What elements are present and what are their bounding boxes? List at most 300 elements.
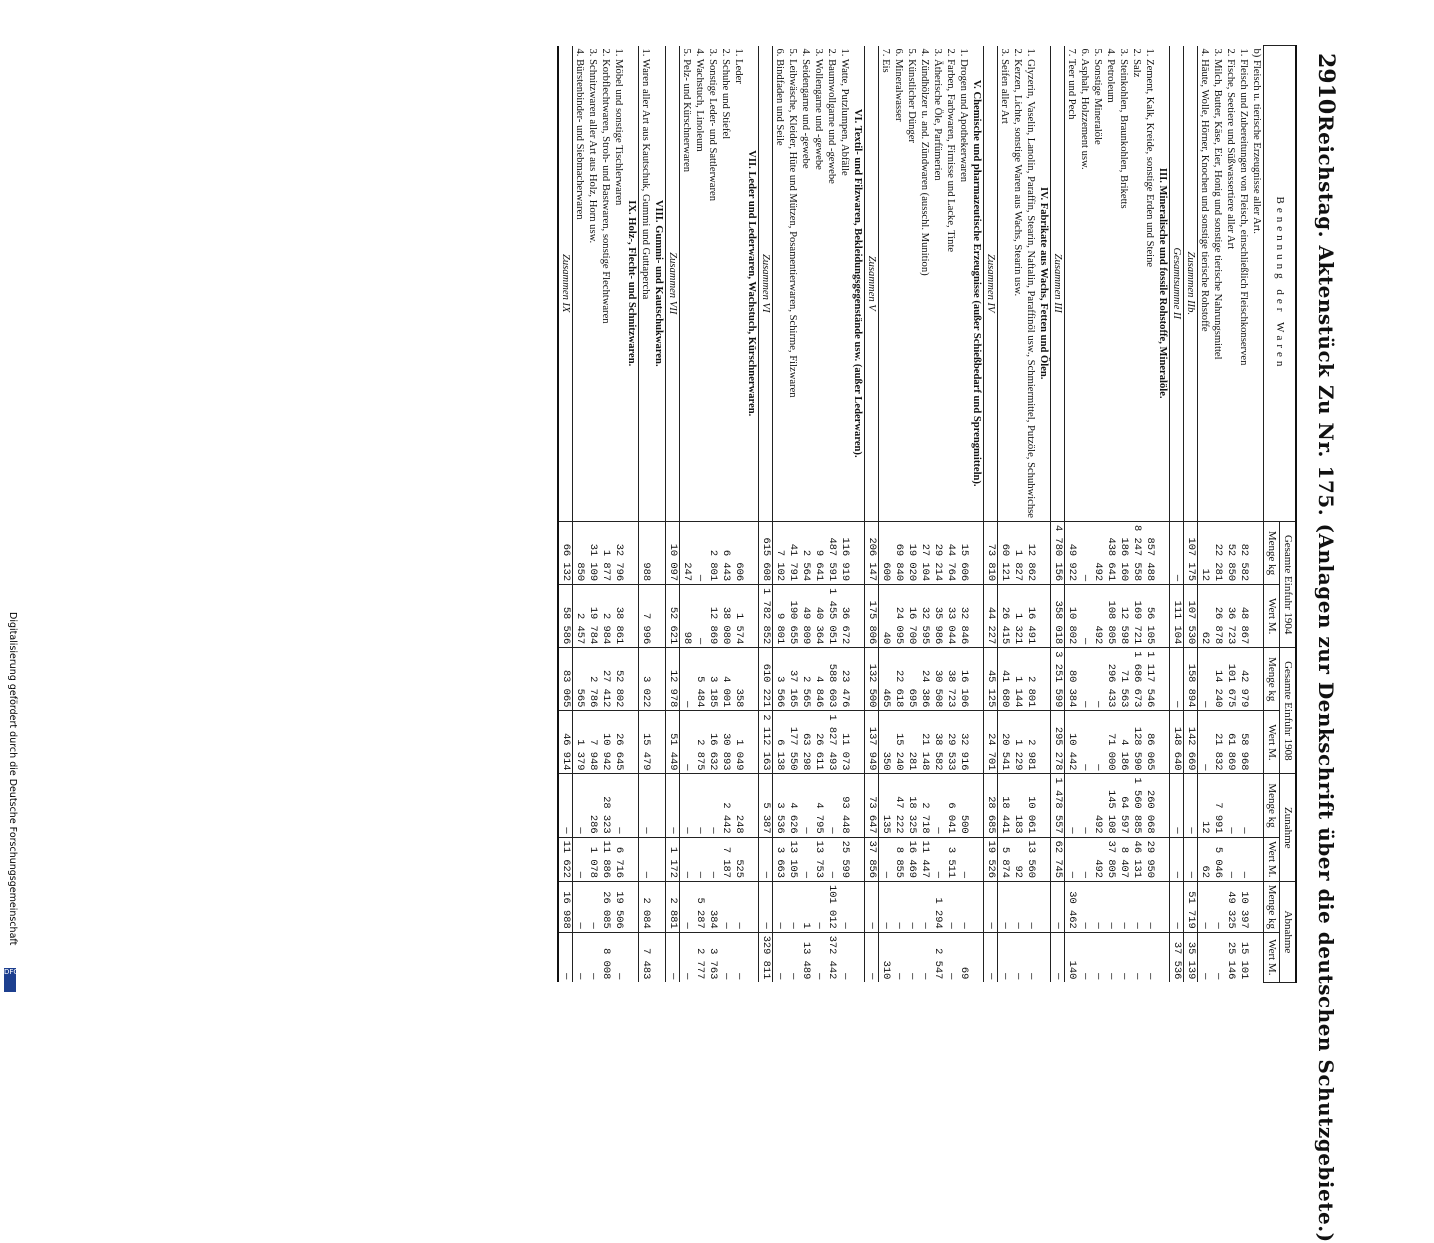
value-cell: — — [639, 837, 653, 881]
column-group-1908: Gesamte Einfuhr 1908 — [1280, 648, 1297, 774]
value-cell: 60 121 — [998, 521, 1012, 584]
value-cell: 9 641 — [812, 521, 825, 584]
goods-cell — [944, 46, 957, 522]
item-index: 6. — [1079, 48, 1090, 57]
value-cell — [1156, 774, 1170, 837]
value-cell — [1037, 648, 1051, 711]
value-cell: — — [586, 932, 599, 982]
value-cell: 145 108 — [1104, 774, 1117, 837]
goods-name: Zusammen VI — [760, 253, 771, 313]
value-cell: 2 442 — [719, 774, 732, 837]
value-cell: 69 — [957, 932, 970, 982]
page-heading: Reichstag. Aktenstück Zu Nr. 175. (Anlagen zur Denkschrift über die deutschen Schutzgebiete.) — [1314, 115, 1338, 1243]
value-cell: — — [998, 932, 1012, 982]
value-cell — [970, 774, 984, 837]
goods-name: Zusammen IV — [985, 253, 996, 313]
value-cell: 2 565 — [799, 648, 812, 711]
table-row — [1211, 46, 1224, 983]
value-cell: 1 574 — [732, 585, 745, 648]
goods-name: Künstlicher Dünger — [906, 59, 917, 143]
value-cell: 58 586 — [558, 585, 573, 648]
value-cell: 9 801 — [773, 585, 787, 648]
item-index: 7. — [880, 48, 891, 57]
table-row — [931, 46, 944, 983]
value-cell — [652, 932, 666, 982]
goods-cell — [652, 46, 666, 522]
goods-name: Pelz- und Kürschnerwaren — [681, 59, 692, 173]
column-header-unit: Wert M. — [1264, 585, 1280, 648]
value-cell: 31 109 — [586, 521, 599, 584]
value-cell: 92 — [1011, 837, 1024, 881]
value-cell: 46 914 — [558, 711, 573, 774]
value-cell: 107 530 — [1184, 585, 1198, 648]
item-index: 3. — [1118, 48, 1129, 57]
goods-cell — [666, 46, 680, 522]
goods-name: Glyzerin, Vaselin, Lanolin, Paraffin, Stearin, Naftalin, Paraffinöl usw., Schmiermittel, Putzöle, Schuhwichse — [1025, 59, 1036, 518]
value-cell: — — [1211, 882, 1224, 933]
value-cell: 5 387 — [759, 774, 773, 837]
value-cell: 12 — [1198, 774, 1212, 837]
value-cell: 7 948 — [586, 711, 599, 774]
import-statistics-table — [557, 45, 1297, 983]
goods-cell — [931, 46, 944, 522]
value-cell: — — [706, 837, 719, 881]
value-cell: 247 — [680, 521, 694, 584]
value-cell: 438 641 — [1104, 521, 1117, 584]
goods-cell — [905, 46, 918, 522]
value-cell — [1156, 711, 1170, 774]
value-cell: 492 — [1091, 774, 1104, 837]
value-cell: 137 949 — [865, 711, 879, 774]
goods-name: Teer und Pech — [1066, 58, 1077, 120]
value-cell: — — [905, 882, 918, 933]
value-cell: 206 147 — [865, 521, 879, 584]
value-cell — [1037, 521, 1051, 584]
item-index: 5. — [1092, 48, 1103, 57]
value-cell: 850 — [573, 521, 587, 584]
value-cell — [1037, 882, 1051, 933]
value-cell: 35 986 — [931, 585, 944, 648]
value-cell — [1156, 882, 1170, 933]
goods-name: VIII. Gummi- und Kautschukwaren. — [653, 199, 664, 367]
value-cell: 12 869 — [706, 585, 719, 648]
goods-cell — [639, 46, 653, 522]
value-cell: 492 — [1091, 837, 1104, 881]
value-cell: — — [639, 774, 653, 837]
table-row — [599, 46, 612, 983]
value-cell — [1156, 521, 1170, 584]
value-cell: 128 590 — [1130, 711, 1143, 774]
value-cell: 12 598 — [1117, 585, 1130, 648]
goods-name: Schuhe und Stiefel — [720, 59, 731, 140]
value-cell: 38 861 — [612, 585, 625, 648]
value-cell: 7 102 — [773, 521, 787, 584]
value-cell — [625, 774, 639, 837]
value-cell: — — [1198, 711, 1212, 774]
table-row — [1130, 46, 1143, 983]
value-cell: 27 412 — [599, 648, 612, 711]
table-row — [786, 46, 799, 983]
item-index: 2. — [826, 48, 837, 57]
value-cell: 3 566 — [773, 648, 787, 711]
value-cell: 11 886 — [599, 837, 612, 881]
value-cell: — — [1078, 711, 1091, 774]
table-row — [1091, 46, 1104, 983]
value-cell: 8 247 558 — [1130, 521, 1143, 584]
goods-name: Zement, Kalk, Kreide, sonstige Erden und Steine — [1144, 59, 1155, 268]
table-row — [732, 46, 745, 983]
value-cell: 49 325 — [1224, 882, 1237, 933]
table-row — [879, 46, 893, 983]
value-cell: 1 294 — [931, 882, 944, 933]
item-index: b) — [1251, 48, 1262, 58]
goods-cell — [1211, 46, 1224, 522]
item-index: 1. — [1238, 48, 1249, 57]
value-cell: — — [1117, 882, 1130, 933]
value-cell: 20 541 — [998, 711, 1012, 774]
item-index: 4. — [694, 48, 705, 57]
item-index: 4. — [1199, 48, 1210, 57]
item-index: 2. — [1131, 48, 1142, 57]
value-cell: 988 — [639, 521, 653, 584]
value-cell: — — [1078, 774, 1091, 837]
value-cell: 13 753 — [812, 837, 825, 881]
value-cell: 2 786 — [586, 648, 599, 711]
goods-name: Bürstenbinder- und Siebmacherwaren — [574, 59, 585, 220]
item-index: 3. — [587, 48, 598, 57]
value-cell: 260 068 — [1143, 774, 1156, 837]
value-cell: 26 611 — [812, 711, 825, 774]
value-cell: 86 065 — [1143, 711, 1156, 774]
value-cell: 36 672 — [838, 585, 851, 648]
item-index: 5. — [681, 48, 692, 57]
value-cell: 1 782 852 — [759, 585, 773, 648]
column-group-decrease: Abnahme — [1280, 882, 1297, 983]
value-cell: — — [918, 932, 931, 982]
value-cell: — — [944, 882, 957, 933]
value-cell: — — [879, 882, 893, 933]
value-cell — [745, 932, 759, 982]
value-cell: 49 809 — [799, 585, 812, 648]
item-index: 2. — [1012, 48, 1023, 57]
table-row — [1250, 46, 1264, 983]
value-cell: — — [1091, 648, 1104, 711]
value-cell: 7 483 — [639, 932, 653, 982]
value-cell: — — [931, 774, 944, 837]
value-cell: 41 680 — [998, 648, 1012, 711]
value-cell: 47 222 — [892, 774, 905, 837]
value-cell: — — [1224, 774, 1237, 837]
value-cell: 1 827 — [1011, 521, 1024, 584]
goods-name: Zusammen III — [1052, 253, 1063, 313]
value-cell: 10 061 — [1024, 774, 1037, 837]
item-index: 1. — [1144, 48, 1155, 57]
value-cell: 3 511 — [944, 837, 957, 881]
value-cell: 63 298 — [799, 711, 812, 774]
value-cell: 19 020 — [905, 521, 918, 584]
value-cell: 33 044 — [944, 585, 957, 648]
goods-name: Möbel und sonstige Tischlerwaren — [613, 59, 624, 206]
value-cell: 142 669 — [1184, 711, 1198, 774]
table-row — [1065, 46, 1079, 983]
value-cell: 384 — [706, 882, 719, 933]
goods-name: Sonstige Leder- und Sattlerwaren — [707, 59, 718, 201]
table-row — [998, 46, 1012, 983]
table-row — [957, 46, 970, 983]
column-group-1904: Gesamte Einfuhr 1904 — [1280, 521, 1297, 647]
value-cell: 3 185 — [706, 648, 719, 711]
value-cell — [1250, 521, 1264, 584]
value-cell: 80 384 — [1065, 648, 1079, 711]
value-cell: 8 008 — [599, 932, 612, 982]
goods-name: Schnitzwaren aller Art aus Holz, Horn usw. — [587, 59, 598, 244]
value-cell: 1 172 — [666, 837, 680, 881]
section-heading-row — [1156, 46, 1170, 983]
goods-name: Baumwollgarne und -gewebe — [826, 59, 837, 184]
value-cell — [745, 585, 759, 648]
value-cell: 158 894 — [1184, 648, 1198, 711]
value-cell: — — [693, 774, 706, 837]
goods-cell — [786, 46, 799, 522]
value-cell — [1156, 932, 1170, 982]
value-cell — [1250, 711, 1264, 774]
value-cell: 2 084 — [639, 882, 653, 933]
value-cell: 32 796 — [612, 521, 625, 584]
table-row — [719, 46, 732, 983]
value-cell — [851, 585, 865, 648]
item-index: 4. — [574, 48, 585, 57]
table-row — [905, 46, 918, 983]
value-cell — [1250, 774, 1264, 837]
value-cell: 4 626 — [786, 774, 799, 837]
goods-cell — [865, 46, 879, 522]
goods-cell — [599, 46, 612, 522]
value-cell — [625, 837, 639, 881]
value-cell: 62 — [1198, 837, 1212, 881]
value-cell: — — [1117, 932, 1130, 982]
value-cell: 3 022 — [639, 648, 653, 711]
column-header-unit: Menge kg — [1264, 882, 1280, 933]
value-cell: 26 878 — [1211, 585, 1224, 648]
value-cell: 15 479 — [639, 711, 653, 774]
value-cell: 30 508 — [931, 648, 944, 711]
value-cell: — — [931, 837, 944, 881]
value-cell: — — [1237, 774, 1250, 837]
goods-cell — [1078, 46, 1091, 522]
value-cell: 1 379 — [573, 711, 587, 774]
value-cell: 8 407 — [1117, 837, 1130, 881]
value-cell: 310 — [879, 932, 893, 982]
goods-name: Fleisch und Zubereitungen von Fleisch, einschließlich Fleischkonserven — [1238, 59, 1249, 366]
goods-cell — [1250, 46, 1264, 522]
value-cell: 19 784 — [586, 585, 599, 648]
value-cell: 29 214 — [931, 521, 944, 584]
table-row — [918, 46, 931, 983]
value-cell: — — [944, 932, 957, 982]
value-cell: 281 — [905, 711, 918, 774]
value-cell: 29 533 — [944, 711, 957, 774]
rotated-page — [55, 45, 1345, 1243]
value-cell: — — [1078, 932, 1091, 982]
goods-name: Gesamtsumme II — [1171, 247, 1182, 319]
value-cell: 6 138 — [773, 711, 787, 774]
value-cell — [851, 882, 865, 933]
value-cell: — — [1198, 882, 1212, 933]
value-cell: 2 801 — [706, 521, 719, 584]
value-cell: 93 448 — [838, 774, 851, 837]
value-cell: 23 476 — [838, 648, 851, 711]
value-cell: 2 547 — [931, 932, 944, 982]
subtotal-row — [865, 46, 879, 983]
table-body — [558, 46, 1264, 983]
value-cell: 71 563 — [1117, 648, 1130, 711]
value-cell: 10 097 — [666, 521, 680, 584]
value-cell: — — [905, 932, 918, 982]
table-row — [639, 46, 653, 983]
goods-name: Wollengarne und -gewebe — [813, 58, 824, 170]
value-cell: 62 745 — [1051, 837, 1065, 881]
value-cell: — — [1091, 882, 1104, 933]
section-heading-row — [625, 46, 639, 983]
value-cell — [652, 585, 666, 648]
value-cell — [745, 774, 759, 837]
value-cell: 135 — [879, 774, 893, 837]
item-index: 2. — [600, 48, 611, 57]
value-cell: 3 663 — [773, 837, 787, 881]
value-cell: 32 846 — [957, 585, 970, 648]
column-header-unit: Menge kg — [1264, 648, 1280, 711]
value-cell — [1250, 585, 1264, 648]
value-cell — [1250, 932, 1264, 982]
value-cell — [745, 521, 759, 584]
value-cell: — — [680, 774, 694, 837]
goods-name: Seifen aller Art — [999, 59, 1010, 124]
value-cell: — — [558, 774, 573, 837]
value-cell — [1156, 585, 1170, 648]
value-cell: 2 777 — [693, 932, 706, 982]
value-cell: — — [612, 774, 625, 837]
value-cell: — — [1143, 882, 1156, 933]
value-cell: 52 621 — [666, 585, 680, 648]
value-cell: — — [1198, 932, 1212, 982]
table-row — [825, 46, 838, 983]
value-cell: — — [719, 932, 732, 982]
value-cell: 7 991 — [1211, 774, 1224, 837]
value-cell: 22 618 — [892, 648, 905, 711]
value-cell: 25 599 — [838, 837, 851, 881]
goods-name: Sonstige Mineralöle — [1092, 59, 1103, 145]
table-row — [812, 46, 825, 983]
value-cell: 1 321 — [1011, 585, 1024, 648]
value-cell: 2 984 — [599, 585, 612, 648]
goods-cell — [1237, 46, 1250, 522]
value-cell — [625, 711, 639, 774]
value-cell: 21 832 — [1211, 711, 1224, 774]
column-header-unit: Menge kg — [1264, 774, 1280, 837]
value-cell: — — [892, 932, 905, 982]
value-cell: 64 597 — [1117, 774, 1130, 837]
value-cell: 37 856 — [865, 837, 879, 881]
goods-name: Zusammen IIb. — [1185, 251, 1196, 316]
value-cell: — — [1184, 774, 1198, 837]
value-cell: — — [680, 932, 694, 982]
value-cell: 52 802 — [612, 648, 625, 711]
table-row — [1117, 46, 1130, 983]
value-cell: — — [799, 774, 812, 837]
goods-name: III. Mineralische und fossile Rohstoffe, Mineralöle. — [1157, 167, 1168, 399]
value-cell: — — [1078, 648, 1091, 711]
goods-name: Eis — [880, 59, 891, 73]
value-cell: 69 840 — [892, 521, 905, 584]
goods-cell — [1198, 46, 1212, 522]
value-cell: 2 564 — [799, 521, 812, 584]
value-cell: 13 105 — [786, 837, 799, 881]
goods-name: Farben, Farbwaren, Firnisse und Lacke, Tinte — [945, 59, 956, 253]
value-cell: 1 229 — [1011, 711, 1024, 774]
goods-cell — [1024, 46, 1037, 522]
value-cell: 18 325 — [905, 774, 918, 837]
value-cell: 32 916 — [957, 711, 970, 774]
goods-cell — [1156, 46, 1170, 522]
value-cell: 1 117 546 — [1143, 648, 1156, 711]
value-cell: 565 — [573, 648, 587, 711]
item-index: 3. — [999, 48, 1010, 57]
value-cell — [970, 837, 984, 881]
goods-cell — [838, 46, 851, 522]
value-cell: — — [719, 882, 732, 933]
goods-name: Drogen und Apothekerwaren — [958, 59, 969, 183]
goods-cell — [625, 46, 639, 522]
value-cell: 1 877 — [599, 521, 612, 584]
value-cell: 27 104 — [918, 521, 931, 584]
value-cell: 30 893 — [719, 711, 732, 774]
value-cell — [625, 932, 639, 982]
value-cell: — — [1011, 932, 1024, 982]
goods-cell — [892, 46, 905, 522]
value-cell: 177 550 — [786, 711, 799, 774]
goods-name: Steinkohlen, Braunkohlen, Briketts — [1118, 59, 1129, 209]
value-cell: 16 106 — [957, 648, 970, 711]
table-row — [1024, 46, 1037, 983]
value-cell: 140 — [1065, 932, 1079, 982]
subtotal-row — [1051, 46, 1065, 983]
value-cell: 525 — [732, 837, 745, 881]
value-cell: 6 041 — [944, 774, 957, 837]
goods-name: V. Chemische und pharmazeutische Erzeugnisse (außer Schießbedarf und Sprengmitteln). — [971, 79, 982, 487]
item-index: 5. — [787, 48, 798, 57]
value-cell: 26 645 — [612, 711, 625, 774]
value-cell: 62 — [1198, 585, 1212, 648]
value-cell: 49 922 — [1065, 521, 1079, 584]
value-cell: 4 795 — [812, 774, 825, 837]
value-cell: 12 862 — [1024, 521, 1037, 584]
goods-cell — [812, 46, 825, 522]
value-cell: — — [892, 882, 905, 933]
value-cell — [652, 648, 666, 711]
section-heading-row — [652, 46, 666, 983]
table-row — [693, 46, 706, 983]
value-cell — [652, 882, 666, 933]
goods-cell — [957, 46, 970, 522]
subtotal-row — [666, 46, 680, 983]
table-row — [1224, 46, 1237, 983]
value-cell: 7 996 — [639, 585, 653, 648]
value-cell: 1 078 — [586, 837, 599, 881]
value-cell: 169 721 — [1130, 585, 1143, 648]
goods-cell — [825, 46, 838, 522]
value-cell: 16 988 — [558, 882, 573, 933]
value-cell: 5 046 — [1211, 837, 1224, 881]
